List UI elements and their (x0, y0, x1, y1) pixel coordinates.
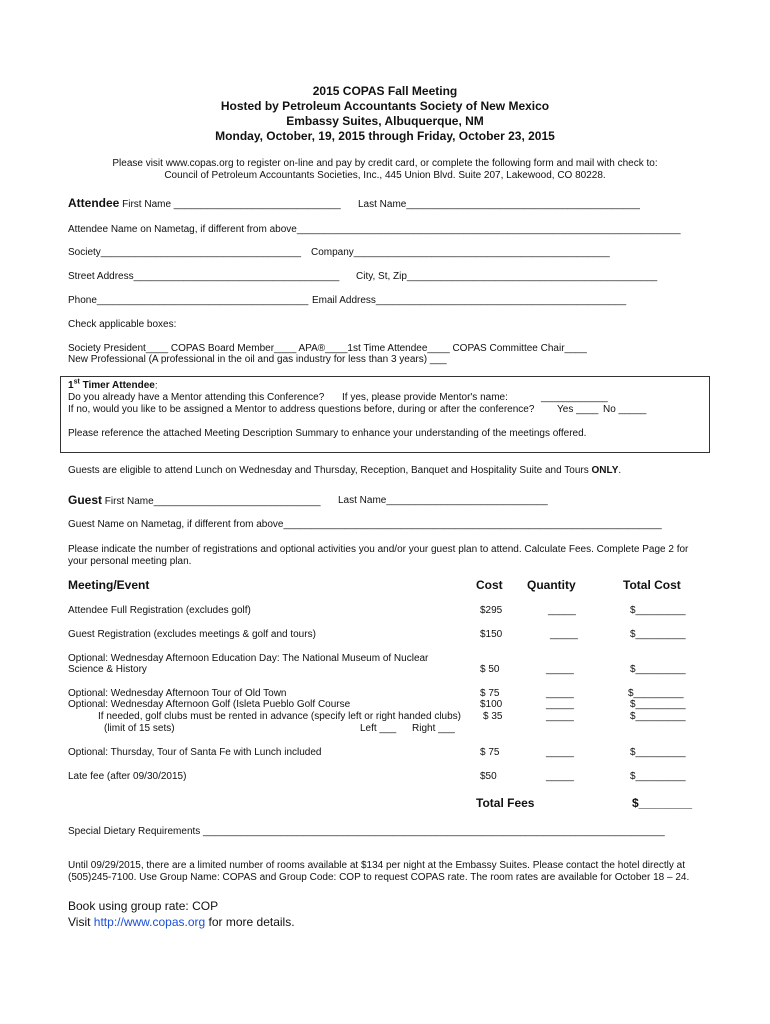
event-name: Guest Registration (excludes meetings & golf and tours) (68, 629, 316, 640)
total-fees-field[interactable]: $________ (632, 796, 693, 810)
first-timer-colon: : (154, 380, 158, 392)
society-field[interactable]: Society____________________________________ (68, 247, 302, 258)
col-header-quantity: Quantity (527, 578, 576, 592)
golf-clubs-note: If needed, golf clubs must be rented in advance (specify left or right handed clubs) (98, 711, 461, 722)
visit-suffix: for more details. (205, 915, 295, 929)
event-cost: $ 75 (480, 688, 500, 699)
phone-field[interactable]: Phone______________________________________ (68, 295, 309, 306)
guest-heading: Guest (68, 493, 103, 507)
quantity-field[interactable]: _____ (546, 664, 574, 675)
col-header-event: Meeting/Event (68, 578, 150, 592)
guests-eligibility-note (68, 465, 621, 476)
check-boxes-heading: Check applicable boxes: (68, 319, 177, 330)
event-name-cont: Science & History (68, 664, 147, 675)
total-field[interactable]: $_________ (630, 771, 686, 782)
intro-text (0, 158, 770, 182)
street-address-field[interactable]: Street Address_____________________________________ (68, 271, 340, 282)
event-name: Optional: Wednesday Afternoon Golf (Isleta Pueblo Golf Course (68, 699, 351, 710)
right-handed-field[interactable]: Right ___ (412, 723, 455, 734)
first-timer-title (68, 379, 158, 391)
attendee-heading: Attendee (68, 196, 120, 210)
total-fees-label: Total Fees (476, 796, 535, 810)
guests-note-emph: ONLY (591, 465, 619, 476)
guest-nametag-field[interactable]: Guest Name on Nametag, if different from above____________________________________________________________________ (68, 519, 662, 530)
total-field[interactable]: $_________ (630, 747, 686, 758)
left-handed-field[interactable]: Left ___ (360, 723, 397, 734)
quantity-field[interactable]: _____ (546, 688, 574, 699)
visit-line (68, 915, 295, 929)
email-field[interactable]: Email Address_____________________________________________ (312, 295, 627, 306)
event-cost: $ 50 (480, 664, 500, 675)
dietary-requirements-field[interactable]: Special Dietary Requirements ___________________________________________________________________________________ (68, 826, 665, 837)
total-field[interactable]: $_________ (628, 688, 684, 699)
quantity-field[interactable]: _____ (546, 771, 574, 782)
mentor-question: Do you already have a Mentor attending this Conference? (68, 392, 325, 403)
attendee-name-row (68, 196, 341, 210)
first-timer-sup: st (73, 379, 80, 386)
col-header-cost: Cost (476, 578, 503, 592)
golf-clubs-limit: (limit of 15 sets) (104, 723, 175, 734)
mentor-if-yes: If yes, please provide Mentor's name: (342, 392, 508, 403)
event-name: Late fee (after 09/30/2015) (68, 771, 187, 782)
instructions-line-1: Please indicate the number of registrations and optional activities you and/or your guest plan to attend. Calculate Fees. Complete Page 2 for (68, 544, 689, 555)
guest-last-name-field[interactable]: Last Name_____________________________ (338, 495, 548, 506)
quantity-field[interactable]: _____ (548, 605, 576, 616)
total-field[interactable]: $_________ (630, 629, 686, 640)
total-field[interactable]: $_________ (630, 699, 686, 710)
visit-prefix: Visit (68, 915, 94, 929)
total-field[interactable]: $_________ (630, 664, 686, 675)
quantity-field[interactable]: _____ (546, 699, 574, 710)
guest-name-row (68, 493, 321, 507)
event-name: Optional: Wednesday Afternoon Tour of Old Town (68, 688, 287, 699)
checkbox-options-line-1[interactable]: Society President____ COPAS Board Member____ APA®____1st Time Attendee____ COPAS Committee Chair____ (68, 343, 587, 354)
guest-first-name-field[interactable]: First Name______________________________ (104, 496, 321, 507)
event-cost: $ 75 (480, 747, 500, 758)
mentor-no-field[interactable]: No _____ (603, 404, 647, 415)
instructions-line-2: your personal meeting plan. (68, 556, 192, 567)
col-header-total: Total Cost (623, 578, 681, 592)
book-group-rate: Book using group rate: COP (68, 899, 219, 913)
guests-note-text: Guests are eligible to attend Lunch on Wednesday and Thursday, Reception, Banquet and Hospitality Suite and Tours (68, 465, 592, 476)
event-cost: $50 (480, 771, 497, 782)
total-field[interactable]: $_________ (630, 605, 686, 616)
quantity-field[interactable]: _____ (546, 711, 574, 722)
meeting-title: 2015 COPAS Fall Meeting (312, 84, 458, 98)
intro-line-1: Please visit www.copas.org to register on-line and pay by credit card, or complete the following form and mail with check to: (112, 158, 658, 169)
quantity-field[interactable]: _____ (546, 747, 574, 758)
event-cost: $ 35 (483, 711, 503, 722)
mentor-yes-field[interactable]: Yes ____ (557, 404, 599, 415)
hotel-info-line-1: Until 09/29/2015, there are a limited number of rooms available at $134 per night at the Embassy Suites. Please contact the hotel directly at (68, 860, 686, 871)
attendee-nametag-field[interactable]: Attendee Name on Nametag, if different from above_____________________________________________________________________ (68, 224, 681, 235)
event-name: Optional: Thursday, Tour of Santa Fe with Lunch included (68, 747, 322, 758)
document-header (0, 84, 770, 144)
attendee-first-name-field[interactable]: First Name ______________________________ (122, 199, 341, 210)
venue-line: Embassy Suites, Albuquerque, NM (286, 114, 484, 128)
event-cost: $150 (480, 629, 503, 640)
attendee-last-name-field[interactable]: Last Name__________________________________________ (358, 199, 640, 210)
mentor-name-field[interactable]: ____________ (541, 392, 608, 403)
event-cost: $100 (480, 699, 503, 710)
dates-line: Monday, October, 19, 2015 through Friday, October 23, 2015 (215, 129, 555, 143)
hotel-info-line-2: (505)245-7100. Use Group Name: COPAS and Group Code: COP to request COPAS rate. The room rates are available for October 18 – 24. (68, 872, 690, 883)
mentor-assign-question: If no, would you like to be assigned a Mentor to address questions before, during or after the conference? (68, 404, 535, 415)
quantity-field[interactable]: _____ (550, 629, 578, 640)
first-timer-num: 1 (68, 380, 74, 392)
host-line: Hosted by Petroleum Accountants Society of New Mexico (220, 99, 550, 113)
copas-link[interactable]: http://www.copas.org (93, 915, 206, 929)
event-cost: $295 (480, 605, 503, 616)
city-state-zip-field[interactable]: City, St, Zip_____________________________________________ (356, 271, 658, 282)
company-field[interactable]: Company______________________________________________ (311, 247, 610, 258)
guests-note-end: . (618, 465, 622, 476)
reference-note: Please reference the attached Meeting Description Summary to enhance your understanding of the meetings offered. (68, 428, 587, 439)
checkbox-options-line-2[interactable]: New Professional (A professional in the oil and gas industry for less than 3 years) ___ (68, 354, 447, 365)
event-name: Attendee Full Registration (excludes golf) (68, 605, 251, 616)
event-name: Optional: Wednesday Afternoon Education Day: The National Museum of Nuclear (68, 653, 429, 664)
total-field[interactable]: $_________ (630, 711, 686, 722)
first-timer-title-rest: Timer Attendee (79, 380, 155, 392)
intro-line-2: Council of Petroleum Accountants Societies, Inc., 445 Union Blvd. Suite 207, Lakewood, CO 80228. (164, 170, 606, 181)
